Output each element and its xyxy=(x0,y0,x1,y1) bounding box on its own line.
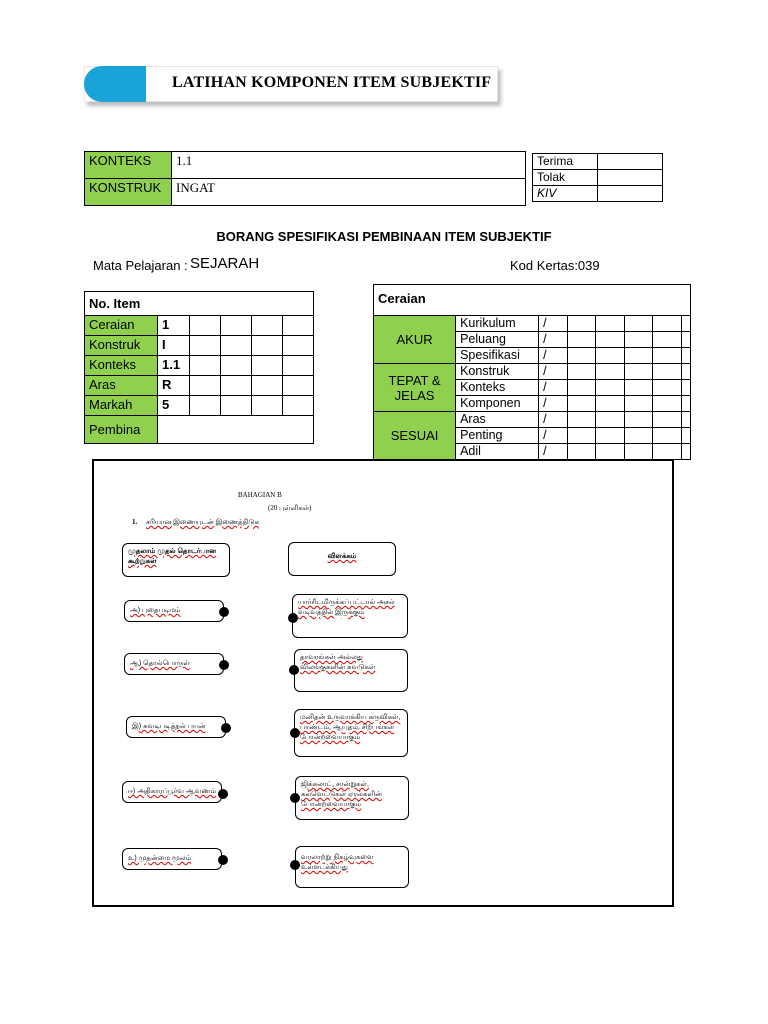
pembina-label: Pembina xyxy=(85,416,158,444)
kiv-label: KIV xyxy=(533,186,598,202)
table-row xyxy=(533,186,663,202)
right-item: மனிதன் உருவாக்கிய கருவிகள், பாண்டம், ஆயுதம், சிற்பங்கள் போன்றவையாகும் xyxy=(294,709,408,757)
group-tepat-jelas: TEPAT & JELAS xyxy=(374,364,456,412)
table-row xyxy=(374,285,691,316)
konstruk-label: KONSTRUK xyxy=(85,179,172,206)
table-row xyxy=(85,376,314,396)
item-value: R xyxy=(158,376,190,396)
criterion-label: Konteks xyxy=(456,380,539,396)
criterion-mark: / xyxy=(539,348,568,364)
criterion-label: Peluang xyxy=(456,332,539,348)
left-item: உ) முதன்மை மூலம் xyxy=(122,848,222,870)
table-row xyxy=(374,364,691,380)
criterion-mark: / xyxy=(539,364,568,380)
connector-dot[interactable] xyxy=(219,607,229,617)
table-row xyxy=(85,292,314,316)
left-header-box xyxy=(122,543,230,577)
criterion-label: Penting xyxy=(456,428,539,444)
group-sesuai: SESUAI xyxy=(374,412,456,460)
criterion-label: Komponen xyxy=(456,396,539,412)
criterion-label: Adil xyxy=(456,444,539,460)
question-instruction: சரியான இணையுடன் இணைத்திடுக xyxy=(146,518,259,526)
banner-accent xyxy=(84,66,146,102)
connector-dot[interactable] xyxy=(290,793,300,803)
criterion-mark: / xyxy=(539,380,568,396)
konstruk-value: INGAT xyxy=(172,179,526,206)
decision-table xyxy=(532,153,663,202)
form-title: BORANG SPESIFIKASI PEMBINAAN ITEM SUBJEKTIF xyxy=(216,229,552,244)
table-row xyxy=(85,336,314,356)
criterion-label: Aras xyxy=(456,412,539,428)
item-table xyxy=(84,291,314,444)
connector-dot[interactable] xyxy=(221,723,231,733)
criterion-mark: / xyxy=(539,396,568,412)
left-item: ஆ) தொல்பொருள் xyxy=(124,653,224,675)
marks-label: (20 புள்ளிகள்) xyxy=(268,504,312,512)
item-label: Konteks xyxy=(85,356,158,376)
right-header-text: விளக்கம் xyxy=(327,553,357,560)
left-item: அ) புதைபடிமம் xyxy=(124,600,224,622)
criterion-label: Spesifikasi xyxy=(456,348,539,364)
tolak-label: Tolak xyxy=(533,170,598,186)
right-item: வரலாற்று நிகழ்வுகளை உள்ளடக்கியது xyxy=(295,846,409,888)
left-item: இ) சுவடிபடித்தல் பயன் xyxy=(126,716,226,738)
connector-dot[interactable] xyxy=(290,860,300,870)
item-label: Markah xyxy=(85,396,158,416)
connector-dot[interactable] xyxy=(218,789,228,799)
item-value: I xyxy=(158,336,190,356)
item-label: Konstruk xyxy=(85,336,158,356)
section-title: BAHAGIAN B xyxy=(238,491,282,499)
right-header-box xyxy=(288,542,396,576)
ceraian-table xyxy=(373,284,691,460)
tolak-cell[interactable] xyxy=(598,170,663,186)
table-row xyxy=(533,170,663,186)
konteks-value: 1.1 xyxy=(172,152,526,179)
item-table-header: No. Item xyxy=(85,292,314,316)
left-header-text: முதலாம் முதல் தொடர்பான கூற்றுகள் xyxy=(128,548,217,565)
ceraian-header: Ceraian xyxy=(374,285,691,316)
right-item: தாவரங்கள் அல்லது விலங்குகளின் சுவடுகள் xyxy=(294,649,408,692)
question-number: 1. xyxy=(132,518,138,526)
connector-dot[interactable] xyxy=(219,660,229,670)
table-row xyxy=(85,316,314,336)
criterion-mark: / xyxy=(539,428,568,444)
connector-dot[interactable] xyxy=(289,665,299,675)
konteks-table xyxy=(84,151,526,206)
criterion-mark: / xyxy=(539,444,568,460)
paper-code: Kod Kertas:039 xyxy=(510,258,600,273)
right-item: யார்ரிடமிருக்கப்பட்டால் அசல் வடிவத்தில் இருக்கும் xyxy=(292,594,408,638)
table-row xyxy=(85,396,314,416)
item-value: 1.1 xyxy=(158,356,190,376)
criterion-label: Konstruk xyxy=(456,364,539,380)
item-label: Ceraian xyxy=(85,316,158,336)
group-akur: AKUR xyxy=(374,316,456,364)
criterion-mark: / xyxy=(539,332,568,348)
right-item: ஜிக்கலாட், சான்றுகள், கல்வெட்டுகள் ஏரல்களின் போன்றவையாகும் xyxy=(295,776,409,820)
connector-dot[interactable] xyxy=(218,855,228,865)
connector-dot[interactable] xyxy=(290,728,300,738)
connector-dot[interactable] xyxy=(288,613,298,623)
item-label: Aras xyxy=(85,376,158,396)
subject-value: SEJARAH xyxy=(190,255,260,272)
table-row xyxy=(374,412,691,428)
konteks-label: KONTEKS xyxy=(85,152,172,179)
item-value: 5 xyxy=(158,396,190,416)
left-item: ஈ) அதிகாரப்பூர்வ ஆவணம் xyxy=(122,781,222,803)
terima-cell[interactable] xyxy=(598,154,663,170)
kiv-cell[interactable] xyxy=(598,186,663,202)
page-title: LATIHAN KOMPONEN ITEM SUBJEKTIF xyxy=(172,74,492,91)
pembina-cell[interactable] xyxy=(158,416,314,444)
table-row xyxy=(85,356,314,376)
terima-label: Terima xyxy=(533,154,598,170)
question-image xyxy=(92,459,674,907)
criterion-mark: / xyxy=(539,316,568,332)
criterion-label: Kurikulum xyxy=(456,316,539,332)
table-row xyxy=(85,416,314,444)
table-row xyxy=(85,179,526,206)
subject-label: Mata Pelajaran : xyxy=(93,258,188,273)
table-row xyxy=(533,154,663,170)
table-row xyxy=(374,316,691,332)
item-value: 1 xyxy=(158,316,190,336)
criterion-mark: / xyxy=(539,412,568,428)
table-row xyxy=(85,152,526,179)
